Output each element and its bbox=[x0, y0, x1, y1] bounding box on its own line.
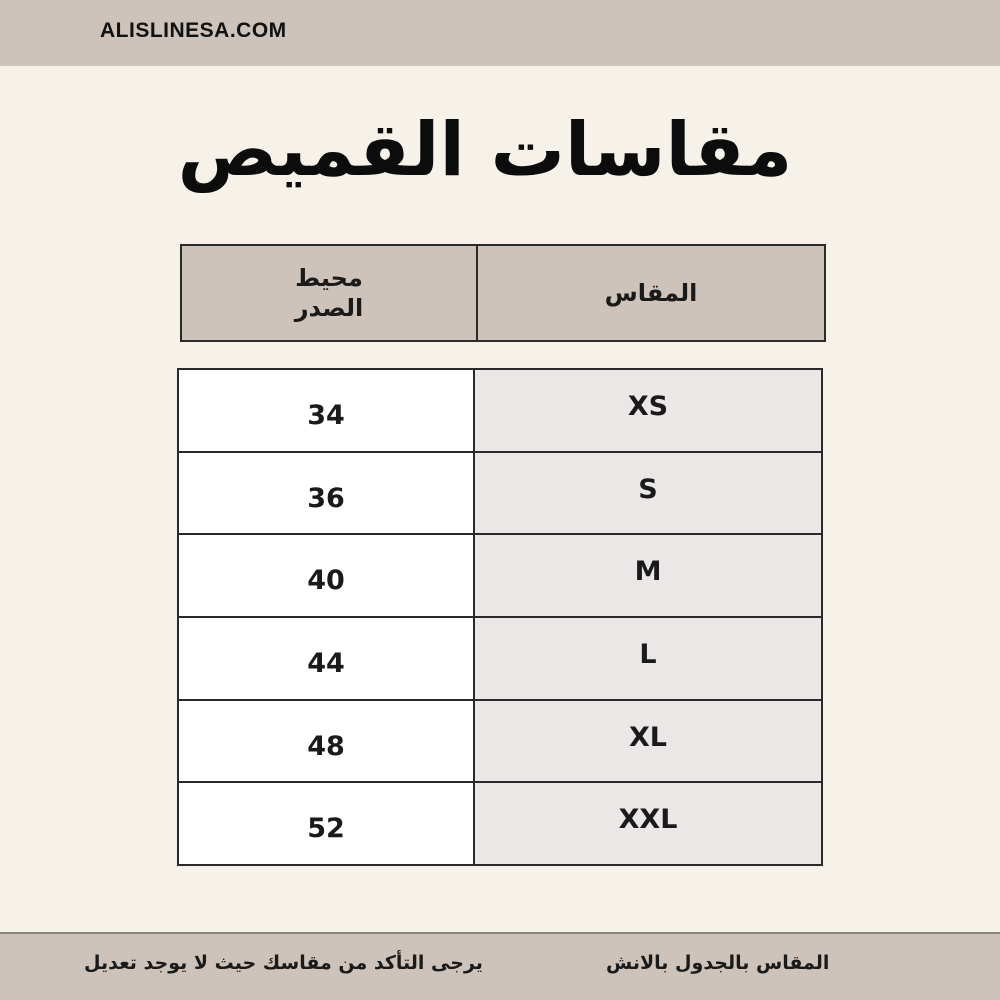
size-label: S bbox=[475, 453, 821, 534]
top-banner bbox=[0, 0, 1000, 66]
site-url: ALISLINESA.COM bbox=[100, 19, 287, 42]
table-row bbox=[179, 535, 821, 618]
footer-banner bbox=[0, 932, 1000, 1000]
chest-value: 48 bbox=[179, 701, 475, 782]
size-label: XS bbox=[475, 370, 821, 451]
unit-note: المقاس بالجدول بالانش bbox=[606, 952, 830, 974]
table-row bbox=[179, 701, 821, 784]
table-row bbox=[179, 618, 821, 701]
chest-value: 44 bbox=[179, 618, 475, 699]
table-row bbox=[179, 783, 821, 864]
size-label: XXL bbox=[475, 783, 821, 864]
chest-value: 36 bbox=[179, 453, 475, 534]
table-row bbox=[179, 370, 821, 453]
chest-value: 52 bbox=[179, 783, 475, 864]
fit-warning-note: يرجى التأكد من مقاسك حيث لا يوجد تعديل bbox=[84, 952, 483, 974]
size-table bbox=[177, 368, 823, 866]
chest-value: 34 bbox=[179, 370, 475, 451]
table-header bbox=[180, 244, 826, 342]
table-row bbox=[179, 453, 821, 536]
column-header-chest-label: محيط الصدر bbox=[294, 264, 364, 322]
size-label: L bbox=[475, 618, 821, 699]
page-title: مقاسات القميص bbox=[177, 107, 793, 193]
column-header-chest bbox=[182, 246, 478, 340]
size-label: M bbox=[475, 535, 821, 616]
chest-value: 40 bbox=[179, 535, 475, 616]
size-label: XL bbox=[475, 701, 821, 782]
column-header-size: المقاس bbox=[604, 279, 698, 307]
